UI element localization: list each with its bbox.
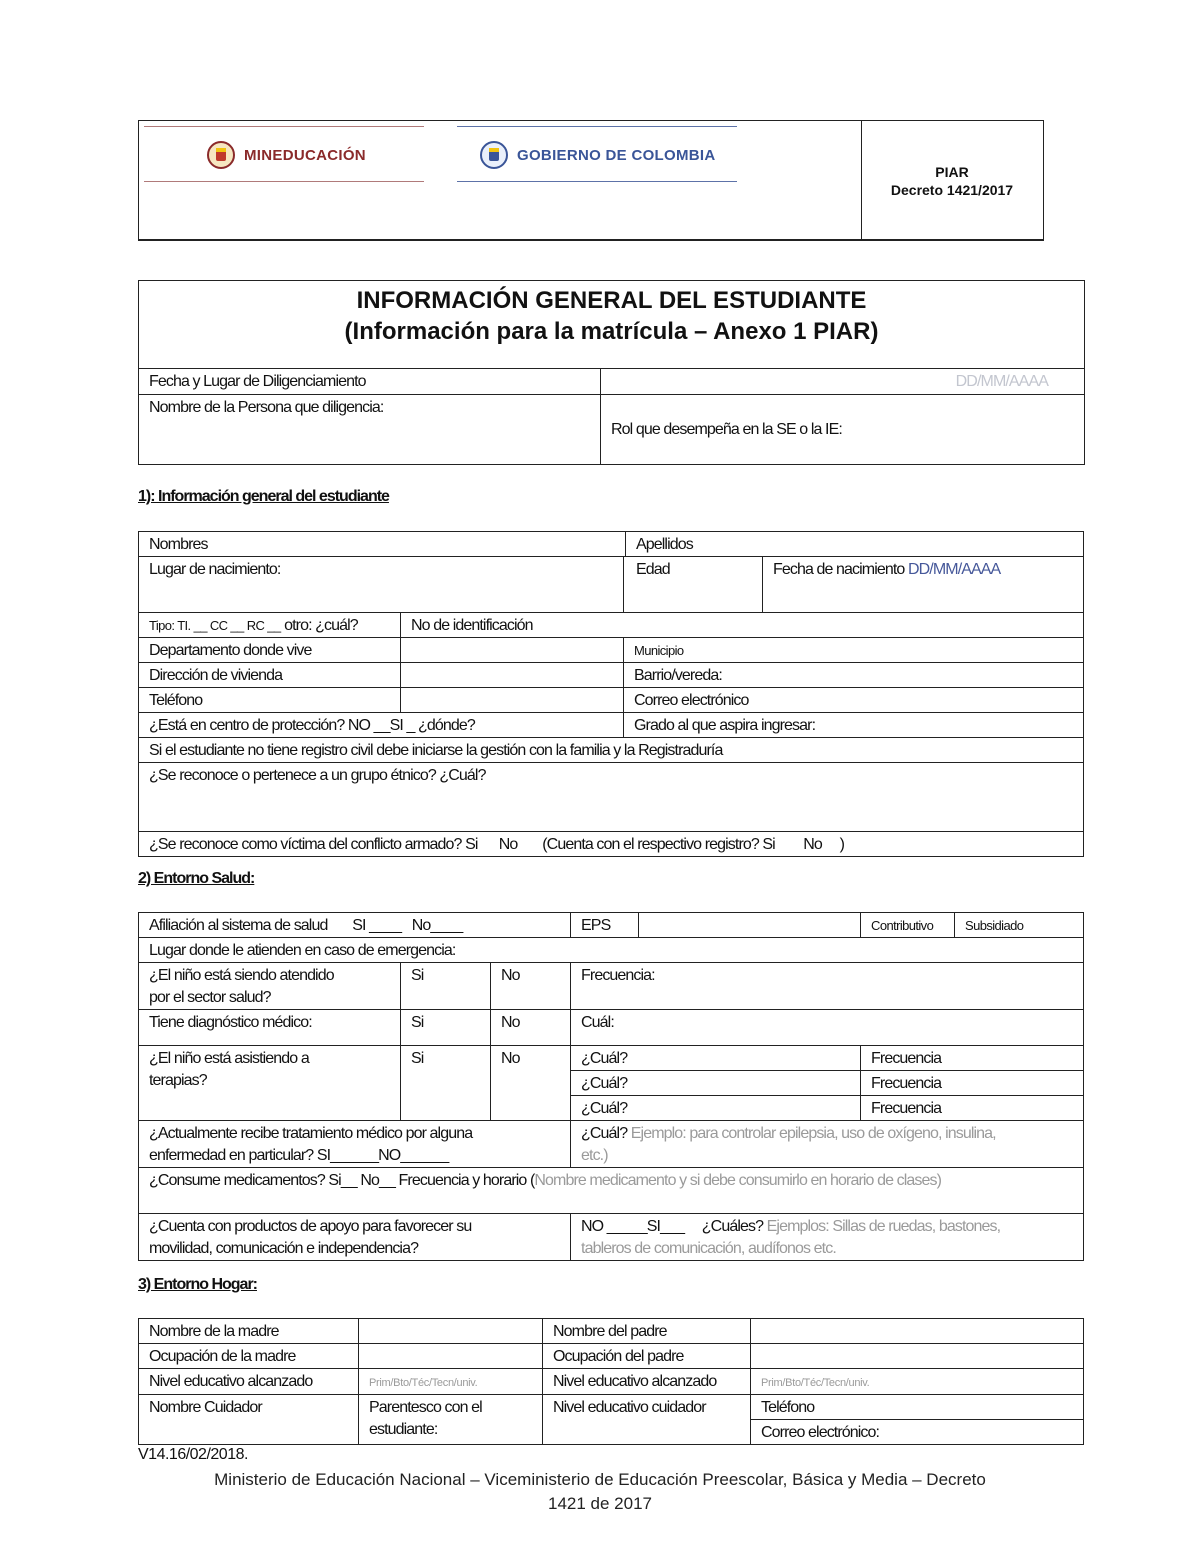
apellidos-field[interactable]: Apellidos [626, 532, 1084, 557]
fecha-lugar-label: Fecha y Lugar de Diligenciamiento [139, 369, 601, 395]
parentesco-line2: estudiante: [369, 1421, 438, 1438]
tratamiento-cual-label: ¿Cuál? [581, 1125, 628, 1142]
fecha-nacimiento-placeholder: DD/MM/AAAA [907, 561, 1001, 578]
footer-line2: 1421 de 2017 [548, 1494, 652, 1513]
medicamentos-label: ¿Consume medicamentos? Si__ No__ Frecuencia y horario ( [149, 1172, 535, 1189]
ocupacion-padre-input[interactable] [751, 1344, 1084, 1369]
student-info-table [138, 531, 1084, 857]
version-text: V14.16/02/2018. [138, 1446, 248, 1463]
atendido-si[interactable]: Si [401, 963, 491, 1010]
direccion-input[interactable] [401, 663, 624, 688]
section1-heading: 1): Información general del estudiante [138, 488, 389, 505]
doc-title: PIAR [935, 164, 969, 180]
nivel-madre-placeholder: Prim/Bto/Téc/Tecn/univ. [369, 1377, 478, 1389]
eps-input[interactable] [639, 913, 861, 938]
mineducacion-logo [144, 126, 424, 183]
tratamiento-line2: enfermedad en particular? SI______NO______ [149, 1147, 449, 1164]
apoyo-example-end: tableros de comunicación, audífonos etc. [581, 1240, 836, 1257]
edad-label: Edad [636, 561, 670, 578]
tratamiento-example: Ejemplo: para controlar epilepsia, uso de oxígeno, insulina, [630, 1125, 996, 1142]
fecha-placeholder: DD/MM/AAAA [955, 373, 1049, 390]
apoyo-example: Ejemplos: Sillas de ruedas, bastones, [763, 1218, 1001, 1235]
footer-text [100, 1468, 1100, 1516]
parentesco-line1: Parentesco con el [369, 1399, 482, 1416]
colombia-shield-icon [479, 140, 509, 170]
doc-id [862, 163, 1042, 199]
medicamentos-example: Nombre medicamento y si debe consumirlo en horario de clases) [534, 1172, 942, 1189]
proteccion-field[interactable]: ¿Está en centro de protección? NO __SI _ ¿dónde? [139, 713, 624, 738]
tratamiento-cual[interactable] [571, 1121, 1084, 1168]
doc-decree: Decreto 1421/2017 [890, 182, 1014, 198]
apoyo-line2: movilidad, comunicación e independencia? [149, 1240, 419, 1257]
section3-heading: 3) Entorno Hogar: [138, 1276, 257, 1293]
diagnostico-cual[interactable]: Cuál: [571, 1010, 1084, 1046]
atendido-frecuencia[interactable]: Frecuencia: [571, 963, 1084, 1010]
nivel-padre-label: Nivel educativo alcanzado [543, 1369, 751, 1395]
rol-label: Rol que desempeña en la SE o la IE: [611, 421, 842, 438]
terapia-frecuencia-2[interactable]: Frecuencia [861, 1071, 1084, 1096]
nivel-padre-input[interactable] [751, 1369, 1084, 1395]
gobierno-logo [457, 126, 737, 183]
tipo-documento-field[interactable] [139, 613, 401, 638]
subsidiado-option[interactable]: Subsidiado [955, 913, 1084, 938]
telefono-input[interactable] [401, 688, 624, 713]
direccion-label: Dirección de vivienda [139, 663, 401, 688]
terapias-line1: ¿El niño está asistiendo a [149, 1050, 309, 1067]
title-table [138, 280, 1085, 465]
tipo-options: Tipo: TI. __ CC __ RC __ [149, 618, 281, 633]
afiliacion-field[interactable]: Afiliación al sistema de salud SI ____ No____ [139, 913, 571, 938]
registro-note: Si el estudiante no tiene registro civil debe iniciarse la gestión con la familia y la Registraduría [139, 738, 1084, 763]
edad-field[interactable] [624, 557, 763, 613]
terapia-frecuencia-1[interactable]: Frecuencia [861, 1046, 1084, 1071]
apoyo-question [139, 1214, 571, 1261]
terapia-cual-2[interactable]: ¿Cuál? [571, 1071, 861, 1096]
medicamentos-field[interactable] [139, 1168, 1084, 1214]
nombre-persona-field[interactable]: Nombre de la Persona que diligencia: [139, 395, 601, 465]
atendido-no[interactable]: No [491, 963, 571, 1010]
emergencia-field[interactable]: Lugar donde le atienden en caso de emergencia: [139, 938, 1084, 963]
correo-field[interactable]: Correo electrónico [624, 688, 1084, 713]
home-table [138, 1318, 1084, 1445]
municipio-field[interactable]: Municipio [624, 638, 1084, 663]
atendido-question [139, 963, 401, 1010]
main-title-cell [139, 281, 1085, 369]
section2-heading: 2) Entorno Salud: [138, 870, 255, 887]
contributivo-option[interactable]: Contributivo [861, 913, 955, 938]
fecha-nacimiento-label: Fecha de nacimiento [773, 561, 905, 578]
apoyo-line1: ¿Cuenta con productos de apoyo para favorecer su [149, 1218, 472, 1235]
terapia-frecuencia-3[interactable]: Frecuencia [861, 1096, 1084, 1121]
lugar-nacimiento-field[interactable]: Lugar de nacimiento: [139, 557, 624, 613]
madre-label: Nombre de la madre [139, 1319, 359, 1344]
parentesco-field[interactable] [359, 1395, 543, 1445]
padre-input[interactable] [751, 1319, 1084, 1344]
terapias-line2: terapias? [149, 1072, 207, 1089]
victima-conflicto-field[interactable]: ¿Se reconoce como víctima del conflicto armado? Si No (Cuenta con el respectivo registro? Si No ) [139, 832, 1084, 857]
diagnostico-si[interactable]: Si [401, 1010, 491, 1046]
tratamiento-question[interactable] [139, 1121, 571, 1168]
nivel-cuidador-field[interactable]: Nivel educativo cuidador [543, 1395, 751, 1445]
terapia-cual-3[interactable]: ¿Cuál? [571, 1096, 861, 1121]
fecha-nacimiento-field[interactable] [763, 557, 1084, 613]
diagnostico-no[interactable]: No [491, 1010, 571, 1046]
apoyo-response[interactable] [571, 1214, 1084, 1261]
grado-field[interactable]: Grado al que aspira ingresar: [624, 713, 1084, 738]
departamento-input[interactable] [401, 638, 624, 663]
ocupacion-madre-input[interactable] [359, 1344, 543, 1369]
atendido-line1: ¿El niño está siendo atendido [149, 967, 334, 984]
atendido-line2: por el sector salud? [149, 989, 271, 1006]
rol-field[interactable] [601, 395, 1085, 465]
barrio-field[interactable]: Barrio/vereda: [624, 663, 1084, 688]
tratamiento-example-end: etc.) [581, 1147, 608, 1164]
diagnostico-question: Tiene diagnóstico médico: [139, 1010, 401, 1046]
madre-input[interactable] [359, 1319, 543, 1344]
footer-line1: Ministerio de Educación Nacional – Viceministerio de Educación Preescolar, Básica y Media – Decreto [214, 1470, 986, 1489]
colombia-shield-icon [206, 140, 236, 170]
terapias-question [139, 1046, 401, 1121]
terapias-no[interactable]: No [491, 1046, 571, 1121]
cuidador-correo-field[interactable]: Correo electrónico: [751, 1420, 1084, 1445]
nombres-field[interactable]: Nombres [139, 532, 626, 557]
cuidador-field[interactable]: Nombre Cuidador [139, 1395, 359, 1445]
grupo-etnico-field[interactable]: ¿Se reconoce o pertenece a un grupo étnico? ¿Cuál? [139, 763, 1084, 832]
eps-label: EPS [571, 913, 639, 938]
telefono-label: Teléfono [139, 688, 401, 713]
health-table [138, 912, 1084, 1261]
tratamiento-line1: ¿Actualmente recibe tratamiento médico por alguna [149, 1125, 473, 1142]
nivel-madre-label: Nivel educativo alcanzado [139, 1369, 359, 1395]
cuidador-telefono-field[interactable]: Teléfono [751, 1395, 1084, 1420]
fecha-lugar-input[interactable] [601, 369, 1085, 395]
departamento-label: Departamento donde vive [139, 638, 401, 663]
mineducacion-text: MINEDUCACIÓN [244, 146, 366, 164]
nivel-madre-input[interactable] [359, 1369, 543, 1395]
no-identificacion-field[interactable]: No de identificación [401, 613, 1084, 638]
ocupacion-madre-label: Ocupación de la madre [139, 1344, 359, 1369]
ocupacion-padre-label: Ocupación del padre [543, 1344, 751, 1369]
main-subtitle: (Información para la matrícula – Anexo 1 PIAR) [344, 318, 879, 345]
gobierno-text: GOBIERNO DE COLOMBIA [517, 146, 716, 164]
padre-label: Nombre del padre [543, 1319, 751, 1344]
tipo-otro: otro: ¿cuál? [280, 617, 358, 634]
terapias-si[interactable]: Si [401, 1046, 491, 1121]
apoyo-options: NO _____SI___ ¿Cuáles? [581, 1218, 764, 1235]
main-title: INFORMACIÓN GENERAL DEL ESTUDIANTE [356, 287, 867, 314]
nivel-padre-placeholder: Prim/Bto/Téc/Tecn/univ. [761, 1377, 870, 1389]
terapia-cual-1[interactable]: ¿Cuál? [571, 1046, 861, 1071]
